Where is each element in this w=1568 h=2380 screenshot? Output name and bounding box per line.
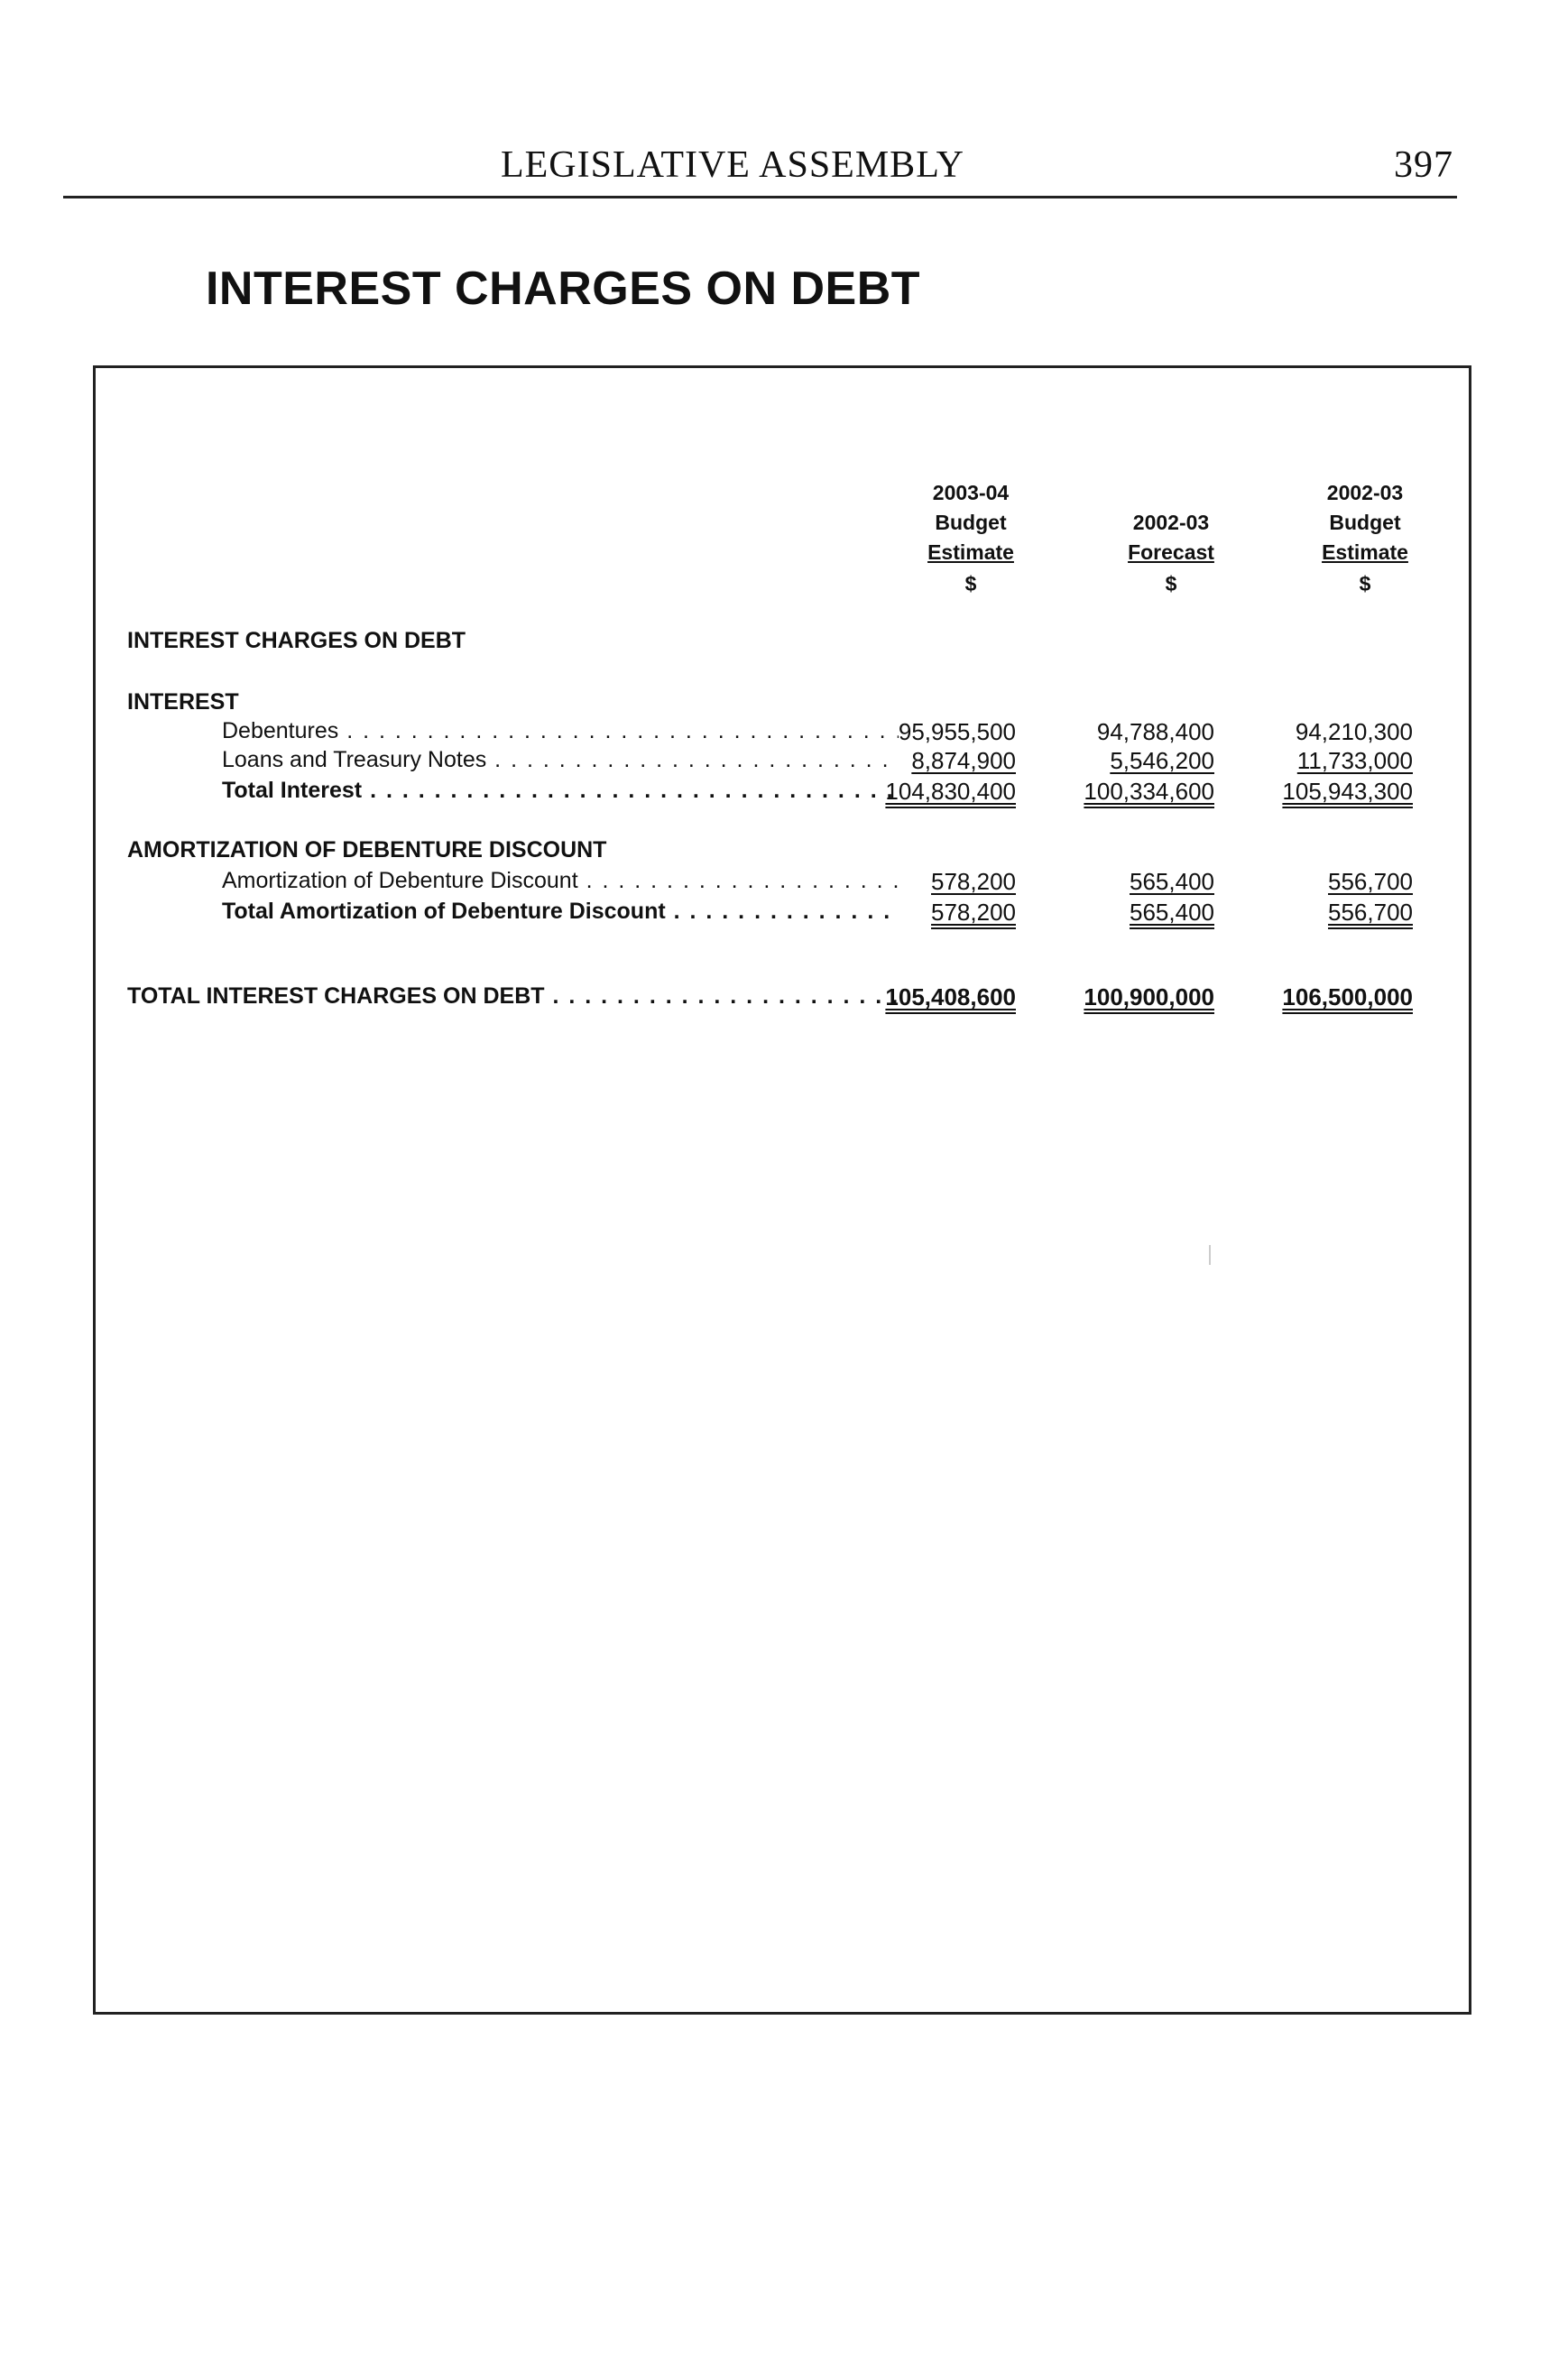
cell-total-interest-col3: 105,943,300 (1282, 778, 1413, 805)
cell-loans-col1: 8,874,900 (911, 747, 1016, 774)
amortization-heading: AMORTIZATION OF DEBENTURE DISCOUNT (127, 837, 607, 863)
col1-type: Budget (935, 511, 1007, 534)
col3-kind: Estimate (1322, 540, 1408, 564)
cell-grand-total-col3: 106,500,000 (1282, 983, 1413, 1010)
col2-unit: $ (1165, 572, 1177, 595)
col3-type: Budget (1329, 511, 1401, 534)
page-title: INTEREST CHARGES ON DEBT (205, 263, 921, 315)
row-label-loans: Loans and Treasury Notes . . . (222, 749, 899, 771)
row-label-grand-total: TOTAL INTEREST CHARGES ON DEBT . . . (127, 985, 899, 1008)
col1-kind: Estimate (927, 540, 1014, 564)
running-header-title: LEGISLATIVE ASSEMBLY (501, 144, 964, 186)
col1-unit: $ (964, 572, 977, 595)
col3-unit: $ (1359, 572, 1371, 595)
financial-table (93, 365, 1471, 2015)
row-label-debentures: Debentures . . . (222, 720, 899, 743)
cell-debentures-col2: 94,788,400 (1096, 718, 1214, 745)
section-label: INTEREST CHARGES ON DEBT (127, 628, 466, 653)
cell-loans-col2: 5,546,200 (1110, 747, 1214, 774)
cell-total-interest-col2: 100,334,600 (1084, 778, 1214, 805)
row-label-total-interest: Total Interest . . . (222, 779, 899, 802)
cell-debentures-col1: 95,955,500 (898, 718, 1016, 745)
cell-amortization-col2: 565,400 (1130, 868, 1214, 895)
row-label-total-amortization: Total Amortization of Debenture Discount . . . (222, 900, 899, 923)
interest-heading: INTEREST (127, 689, 239, 715)
cell-total-amortization-col2: 565,400 (1130, 899, 1214, 926)
row-label-amortization: Amortization of Debenture Discount . . . (222, 870, 899, 892)
running-header (63, 140, 1457, 198)
cell-loans-col3: 11,733,000 (1296, 747, 1413, 774)
col1-year: 2003-04 (932, 481, 1010, 504)
cell-grand-total-col2: 100,900,000 (1084, 983, 1214, 1010)
page-number: 397 (1394, 144, 1453, 186)
scan-mark (1209, 1245, 1211, 1265)
cell-total-amortization-col1: 578,200 (931, 899, 1016, 926)
cell-debentures-col3: 94,210,300 (1295, 718, 1413, 745)
col2-kind: Forecast (1128, 540, 1214, 564)
cell-amortization-col1: 578,200 (931, 868, 1016, 895)
col2-year: 2002-03 (1132, 511, 1210, 534)
cell-total-interest-col1: 104,830,400 (885, 778, 1016, 805)
cell-amortization-col3: 556,700 (1328, 868, 1413, 895)
cell-total-amortization-col3: 556,700 (1328, 899, 1413, 926)
cell-grand-total-col1: 105,408,600 (885, 983, 1016, 1010)
col3-year: 2002-03 (1326, 481, 1404, 504)
